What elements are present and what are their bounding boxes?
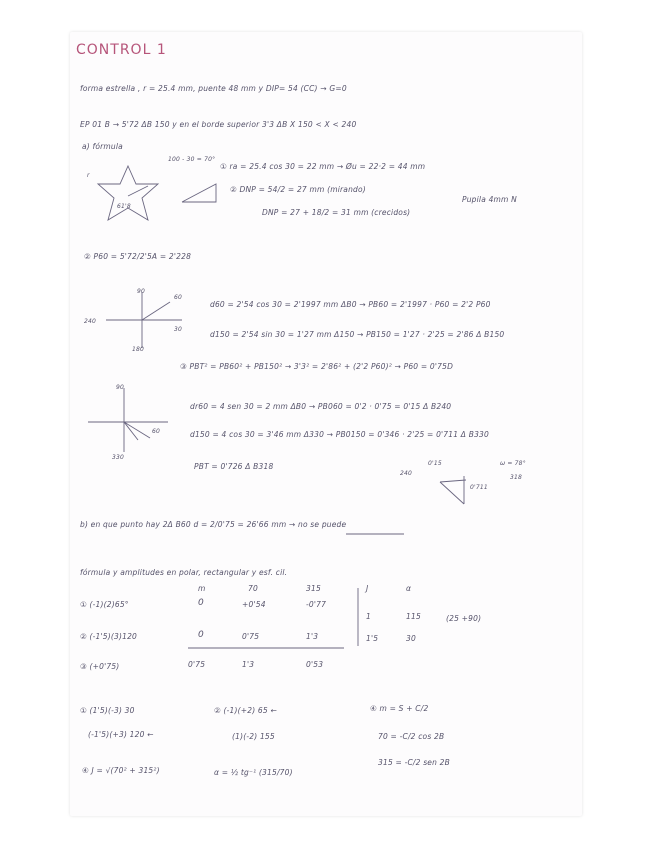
row1-70: +0'54 xyxy=(242,600,266,609)
axis1-label-30: 30 xyxy=(174,326,183,333)
calc-d150-b: d150 = 4 cos 30 = 3'46 mm Δ330 → PB0150 = 0'346 · 2'25 = 0'711 Δ B330 xyxy=(190,430,489,439)
row1-alpha: 115 xyxy=(406,612,421,621)
axis2-label-60: 60 xyxy=(152,428,161,435)
col-j: J xyxy=(366,584,369,593)
bottom-m1: ② (-1)(+2) 65 ← xyxy=(214,706,277,715)
angle-label: 100 - 30 = 70° xyxy=(168,156,216,163)
col-70: 70 xyxy=(248,584,258,593)
star-sketch xyxy=(90,162,170,232)
page-title: CONTROL 1 xyxy=(76,42,167,58)
calc-pbt-total: PBT = 0'726 Δ B318 xyxy=(194,462,274,471)
section1-line1: forma estrella , r = 25.4 mm, puente 48 mm y DIP= 54 (CC) → G=0 xyxy=(80,84,347,93)
axis1-label-90: 90 xyxy=(137,288,146,295)
calc-pbt: ③ PBT² = PB60² + PB150² → 3'3² = 2'86² + (2'2 P60)² → P60 = 0'75D xyxy=(180,362,454,371)
axis1-label-240: 240 xyxy=(84,318,97,325)
bottom-l2: (-1'5)(+3) 120 ← xyxy=(88,730,154,739)
bottom-m2: (1)(-2) 155 xyxy=(232,732,275,741)
vec-label-240: 240 xyxy=(400,470,413,477)
vec-label-0711: 0'711 xyxy=(470,484,488,491)
axis-sketch-2 xyxy=(84,386,174,456)
row2-alpha: 30 xyxy=(406,634,416,643)
star-radius-label: r xyxy=(87,172,90,179)
vec-label-omega: ω = 78° xyxy=(500,460,526,467)
row1-m: 0 xyxy=(198,598,204,608)
table-vertical-divider xyxy=(356,588,360,648)
calc-d150: d150 = 2'54 sin 30 = 1'27 mm Δ150 → PB150 = 1'27 · 2'25 = 2'86 Δ B150 xyxy=(210,330,505,339)
section1-line2: EP 01 B → 5'72 ΔB 150 y en el borde superior 3'3 ΔB X 150 < X < 240 xyxy=(80,120,357,129)
triangle-sketch xyxy=(180,182,220,206)
bottom-r3: 315 = -C/2 sen 2B xyxy=(378,758,450,767)
part-b-line: b) en que punto hay 2Δ B60 d = 2/0'75 = 26'66 mm → no se puede xyxy=(80,520,347,529)
row1-315: -0'77 xyxy=(306,600,327,609)
row3-315: 0'53 xyxy=(306,660,324,669)
row2-m: 0 xyxy=(198,630,204,640)
row1-j: 1 xyxy=(366,612,371,621)
axis2-label-90: 90 xyxy=(116,384,125,391)
a-dnp-1: ② DNP = 54/2 = 27 mm (mirando) xyxy=(230,185,366,194)
axis1-label-180: 180 xyxy=(132,346,145,353)
row2-j: 1'5 xyxy=(366,634,379,643)
part-a-label: a) fórmula xyxy=(82,142,123,151)
document-page xyxy=(70,32,582,816)
vec-label-015: 0'15 xyxy=(428,460,442,467)
bottom-f2: α = ½ tg⁻¹ (315/70) xyxy=(214,768,293,777)
a-pupil-note: Pupila 4mm N xyxy=(462,195,517,204)
star-center-label: 61'8 xyxy=(117,203,131,210)
row2-70: 0'75 xyxy=(242,632,260,641)
row3-m: 0'75 xyxy=(188,660,206,669)
calc-dr60: dr60 = 4 sen 30 = 2 mm ΔB0 → PB060 = 0'2 · 0'75 = 0'15 Δ B240 xyxy=(190,402,452,411)
axis2-label-330: 330 xyxy=(112,454,125,461)
row2-315: 1'3 xyxy=(306,632,319,641)
table-divider xyxy=(188,646,348,650)
section2-heading: fórmula y amplitudes en polar, rectangular y esf. cil. xyxy=(80,568,288,577)
axis-sketch-1 xyxy=(98,290,186,352)
axis1-label-60: 60 xyxy=(174,294,183,301)
bottom-r1: ④ m = S + C/2 xyxy=(370,704,429,713)
bottom-f1: ④ J = √(70² + 315²) xyxy=(82,766,160,775)
col-315: 315 xyxy=(306,584,321,593)
prism-power-formula: ② P60 = 5'72/2'5A = 2'228 xyxy=(84,252,192,261)
col-m: m xyxy=(198,584,206,593)
vec-label-318: 318 xyxy=(510,474,523,481)
bottom-r2: 70 = -C/2 cos 2B xyxy=(378,732,445,741)
row1-note: (25 +90) xyxy=(446,614,482,623)
b-underline xyxy=(346,532,406,536)
a-formula-ra: ① ra = 25.4 cos 30 = 22 mm → Øu = 22·2 = 44 mm xyxy=(220,162,426,171)
row3-70: 1'3 xyxy=(242,660,255,669)
col-alpha: α xyxy=(406,584,412,593)
a-dnp-2: DNP = 27 + 18/2 = 31 mm (crecidos) xyxy=(262,208,411,217)
row1-label: ① (-1)(2)65° xyxy=(80,600,129,609)
row2-label: ② (-1'5)(3)120 xyxy=(80,632,138,641)
calc-d60: d60 = 2'54 cos 30 = 2'1997 mm ΔB0 → PB60 = 2'1997 · P60 = 2'2 P60 xyxy=(210,300,491,309)
row3-label: ③ (+0'75) xyxy=(80,662,120,671)
bottom-l1: ① (1'5)(-3) 30 xyxy=(80,706,135,715)
